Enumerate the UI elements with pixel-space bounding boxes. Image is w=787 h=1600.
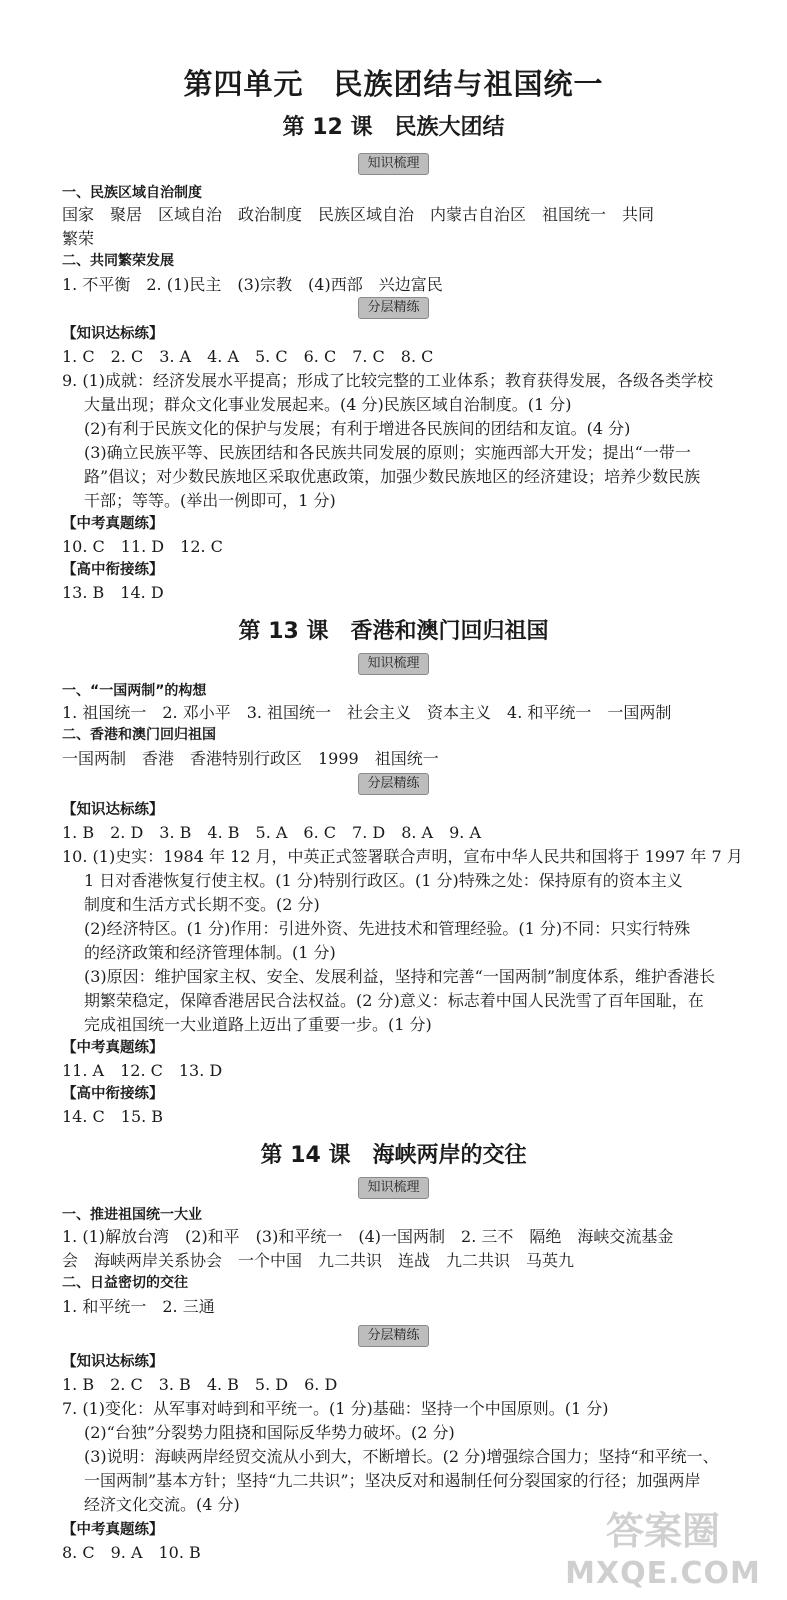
practice-heading: 【知识达标练】 — [62, 326, 164, 342]
knowledge-review-badge — [0, 652, 787, 674]
lesson-12-title: 第 12 课 民族大团结 — [282, 115, 505, 140]
answer-line: 国家 聚居 区域自治 政治制度 民族区域自治 内蒙古自治区 祖国统一 共同 — [62, 205, 655, 224]
answer-line: 14. C 15. B — [62, 1107, 164, 1126]
answer-line: 10. C 11. D 12. C — [62, 537, 223, 556]
section-heading: 二、香港和澳门回归祖国 — [62, 727, 216, 743]
answer-line: 大量出现；群众文化事业发展起来。(4 分)民族区域自治制度。(1 分) — [84, 395, 572, 414]
practice-heading: 【知识达标练】 — [62, 802, 164, 818]
answer-line: 1. 祖国统一 2. 邓小平 3. 祖国统一 社会主义 资本主义 4. 和平统一 一国两制 — [62, 703, 672, 722]
answer-line: 路”倡议；对少数民族地区采取优惠政策，加强少数民族地区的经济建设；培养少数民族 — [84, 467, 701, 486]
answer-line: 1 日对香港恢复行使主权。(1 分)特别行政区。(1 分)特殊之处：保持原有的资本主义 — [84, 871, 683, 890]
answer-line: 制度和生活方式长期不变。(2 分) — [84, 895, 320, 914]
answer-line: (2)“台独”分裂势力阻挠和国际反华势力破坏。(2 分) — [84, 1423, 455, 1442]
knowledge-review-badge — [0, 1176, 787, 1198]
practice-heading: 【高中衔接练】 — [62, 1086, 164, 1102]
section-heading: 二、共同繁荣发展 — [62, 253, 174, 269]
answer-line: 干部；等等。(举出一例即可，1 分) — [84, 491, 336, 510]
section-heading: 一、民族区域自治制度 — [62, 185, 202, 201]
answer-line: 1. B 2. C 3. B 4. B 5. D 6. D — [62, 1375, 338, 1394]
answer-line: 一国两制”基本方针；坚持“九二共识”；坚决反对和遏制任何分裂国家的行径；加强两岸 — [84, 1471, 701, 1490]
site-watermark — [548, 1500, 778, 1598]
answer-line: (3)原因：维护国家主权、安全、发展利益，坚持和完善“一国两制”制度体系，维护香港长 — [84, 967, 716, 986]
answer-line: 完成祖国统一大业道路上迈出了重要一步。(1 分) — [84, 1015, 432, 1034]
section-heading: 一、“一国两制”的构想 — [62, 683, 207, 699]
answer-line: 1. C 2. C 3. A 4. A 5. C 6. C 7. C 8. C — [62, 347, 434, 366]
answer-line: 的经济政策和经济管理体制。(1 分) — [84, 943, 336, 962]
layered-practice-badge — [0, 1324, 787, 1346]
answer-line: (3)说明：海峡两岸经贸交流从小到大，不断增长。(2 分)增强综合国力；坚持“和平统一、 — [84, 1447, 719, 1466]
answer-line: 13. B 14. D — [62, 583, 164, 602]
knowledge-review-badge — [0, 152, 787, 174]
section-heading: 二、日益密切的交往 — [62, 1275, 188, 1291]
answer-line: 经济文化交流。(4 分) — [84, 1495, 240, 1514]
practice-heading: 【中考真题练】 — [62, 1522, 164, 1538]
answer-line: (3)确立民族平等、民族团结和各民族共同发展的原则；实施西部大开发；提出“一带一 — [84, 443, 691, 462]
answer-line: 10. (1)史实：1984 年 12 月，中英正式签署联合声明，宣布中华人民共和国将于 1997 年 7 月 — [62, 847, 743, 866]
layered-practice-badge — [0, 772, 787, 794]
practice-heading: 【中考真题练】 — [62, 516, 164, 532]
badge-label: 分层精练 — [358, 297, 428, 319]
answer-line: 8. C 9. A 10. B — [62, 1543, 201, 1562]
answer-line: 一国两制 香港 香港特别行政区 1999 祖国统一 — [62, 749, 439, 768]
answer-line: (2)有利于民族文化的保护与发展；有利于增进各民族间的团结和友谊。(4 分) — [84, 419, 631, 438]
answer-line: 9. (1)成就：经济发展水平提高；形成了比较完整的工业体系；教育获得发展，各级各类学校 — [62, 371, 714, 390]
answer-line: 11. A 12. C 13. D — [62, 1061, 223, 1080]
lesson-14-title: 第 14 课 海峡两岸的交往 — [260, 1143, 527, 1168]
answer-line: 1. 不平衡 2. (1)民主 (3)宗教 (4)西部 兴边富民 — [62, 275, 443, 294]
badge-label: 知识梳理 — [358, 153, 428, 175]
answer-line: 繁荣 — [62, 229, 95, 248]
badge-label: 知识梳理 — [358, 653, 428, 675]
practice-heading: 【知识达标练】 — [62, 1354, 164, 1370]
badge-label: 知识梳理 — [358, 1177, 428, 1199]
layered-practice-badge — [0, 296, 787, 318]
section-heading: 一、推进祖国统一大业 — [62, 1207, 202, 1223]
practice-heading: 【中考真题练】 — [62, 1040, 164, 1056]
answer-line: 1. (1)解放台湾 (2)和平 (3)和平统一 (4)一国两制 2. 三不 隔绝 海峡交流基金 — [62, 1227, 674, 1246]
badge-label: 分层精练 — [358, 1325, 428, 1347]
answer-line: 1. B 2. D 3. B 4. B 5. A 6. C 7. D 8. A 9. A — [62, 823, 482, 842]
answer-line: 期繁荣稳定，保障香港居民合法权益。(2 分)意义：标志着中国人民洗雪了百年国耻，在 — [84, 991, 704, 1010]
answer-line: 7. (1)变化：从军事对峙到和平统一。(1 分)基础：坚持一个中国原则。(1 分) — [62, 1399, 609, 1418]
answer-line: 会 海峡两岸关系协会 一个中国 九二共识 连战 九二共识 马英九 — [62, 1251, 575, 1270]
lesson-13-title: 第 13 课 香港和澳门回归祖国 — [238, 619, 549, 644]
unit-title: 第四单元 民族团结与祖国统一 — [183, 67, 604, 101]
badge-label: 分层精练 — [358, 773, 428, 795]
answer-line: (2)经济特区。(1 分)作用：引进外资、先进技术和管理经验。(1 分)不同：只实行特殊 — [84, 919, 691, 938]
watermark-url: MXQE.COM — [565, 1556, 761, 1591]
answer-line: 1. 和平统一 2. 三通 — [62, 1297, 215, 1316]
watermark-logo-text: 答案圈 — [605, 1509, 720, 1553]
practice-heading: 【高中衔接练】 — [62, 562, 164, 578]
